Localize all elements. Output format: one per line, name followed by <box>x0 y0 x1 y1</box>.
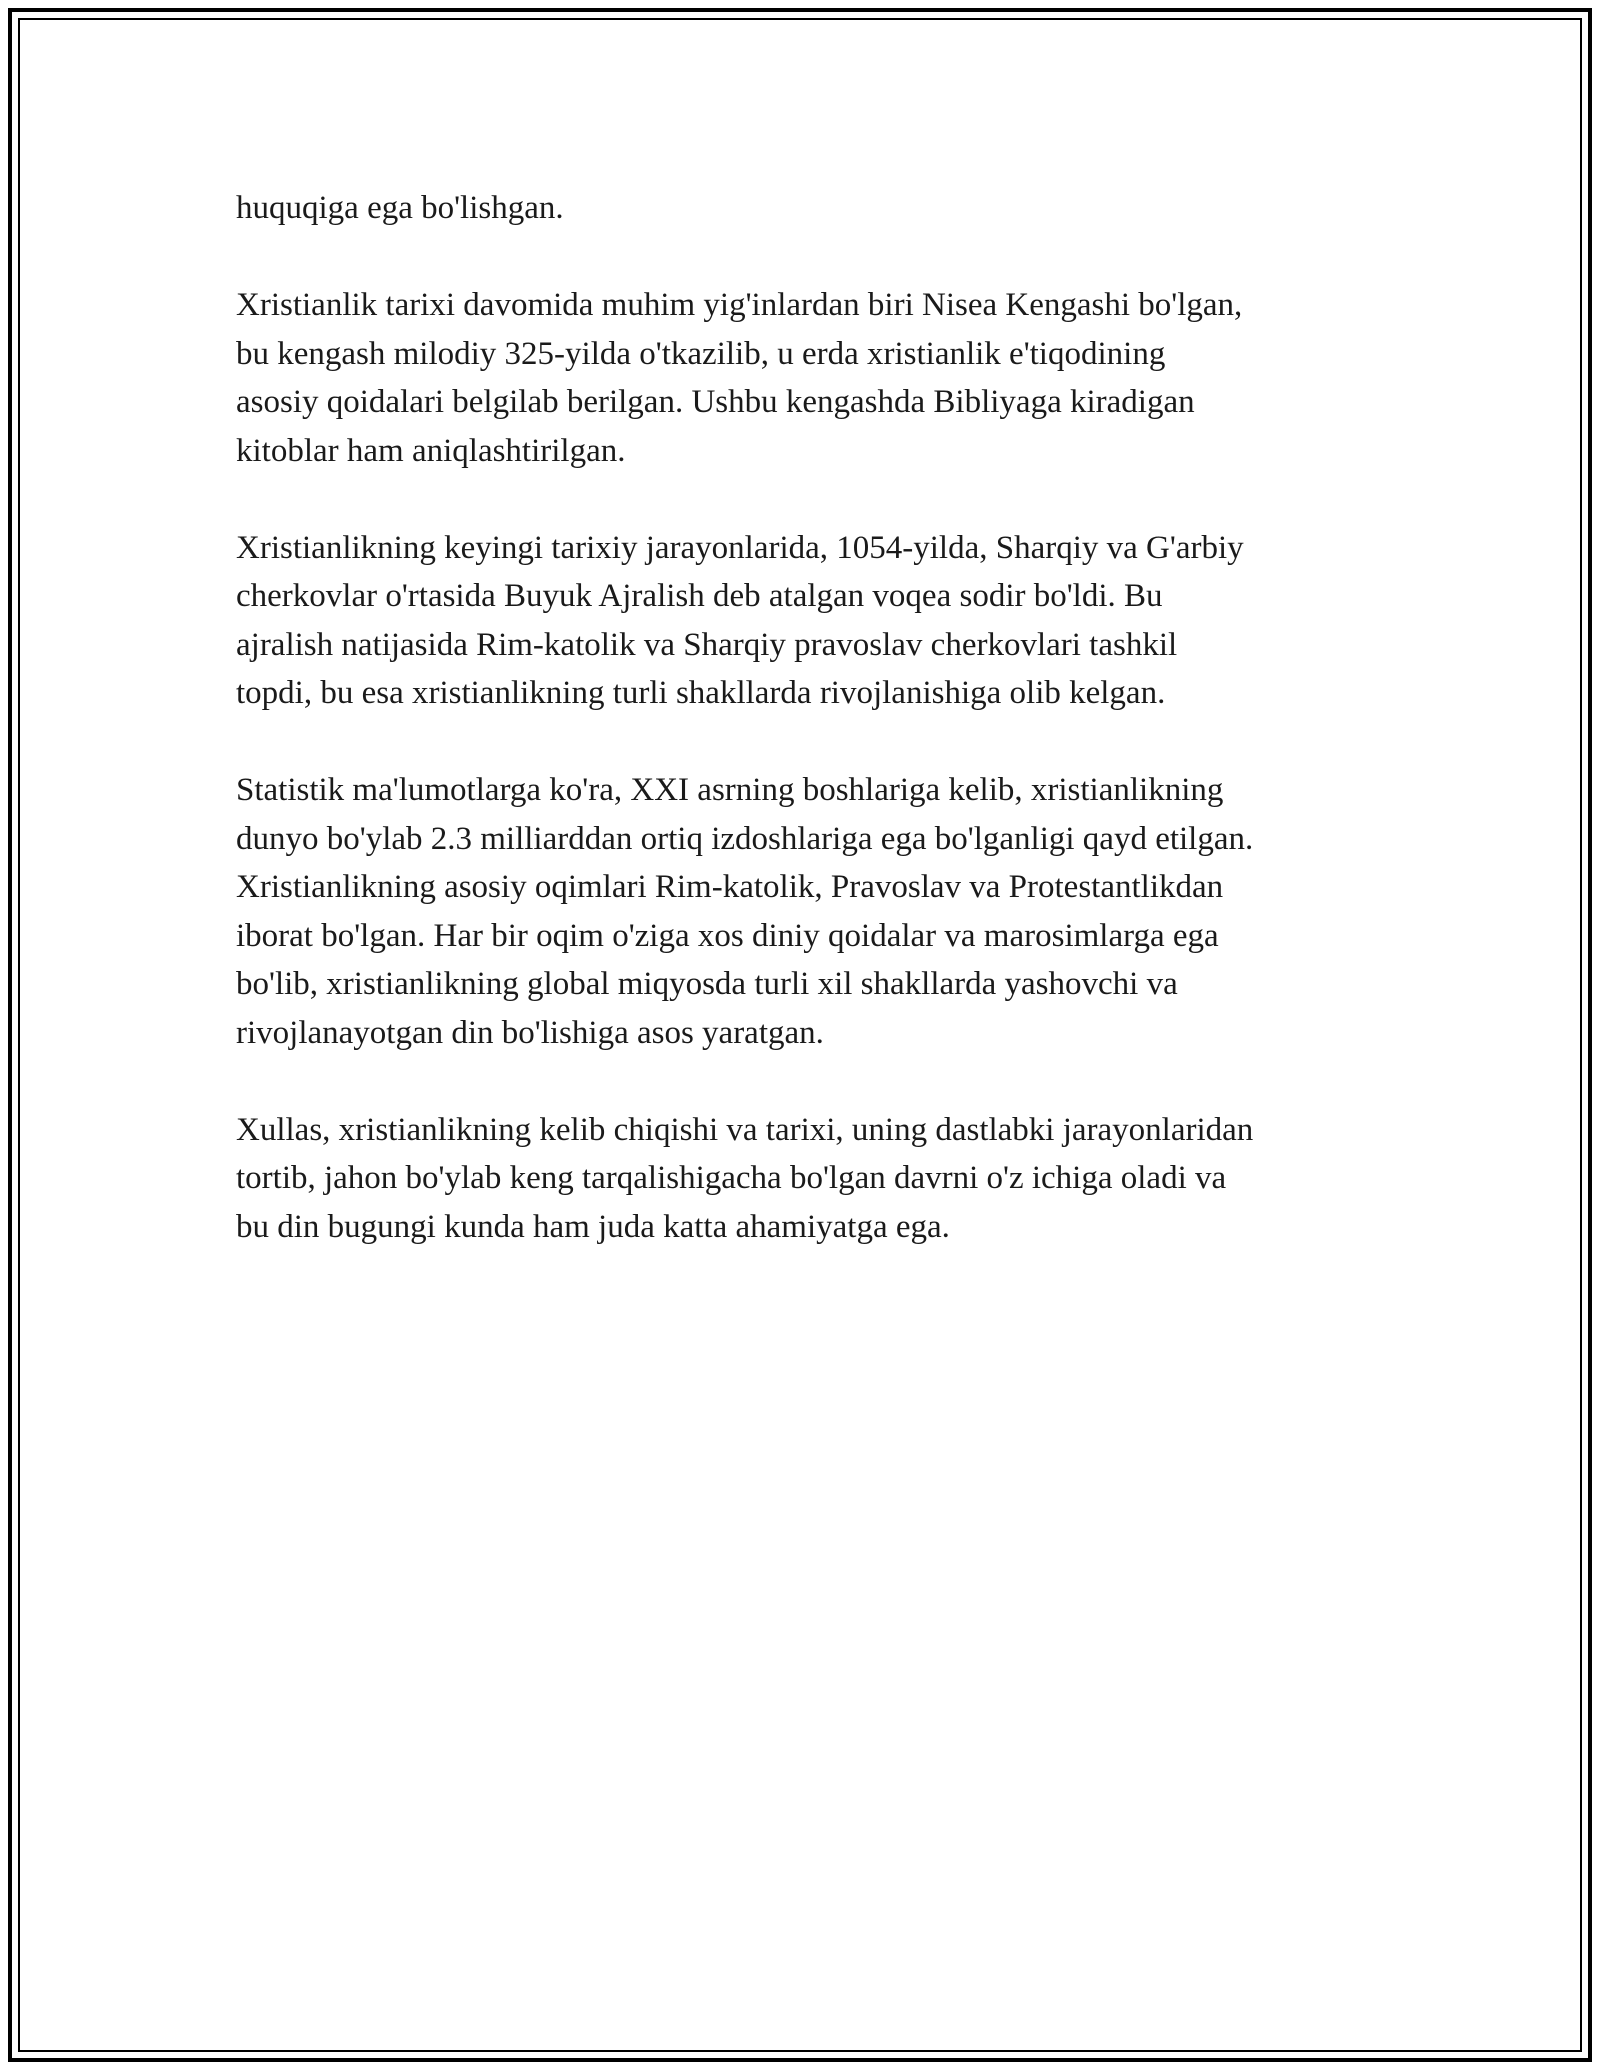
document-body <box>236 184 1386 1300</box>
paragraph-continuation: huquqiga ega bo'lishgan. <box>236 190 564 226</box>
paragraph-nicaea-council: Xristianlik tarixi davomida muhim yig'inlardan biri Nisea Kengashi bo'lgan, bu kengash milodiy 325-yilda o'tkazilib, u erda xristianlik e'tiqodining asosiy qoidalari belgilab berilgan. Ushbu kengashda Bibliyaga kiradigan kitoblar ham aniqlashtirilgan. <box>236 287 1243 469</box>
paragraph-great-schism: Xristianlikning keyingi tarixiy jarayonlarida, 1054-yilda, Sharqiy va G'arbiy cherkovlar o'rtasida Buyuk Ajralish deb atalgan voqea sodir bo'ldi. Bu ajralish natijasida Rim-katolik va Sharqiy pravoslav cherkovlari tashkil topdi, bu esa xristianlikning turli shakllarda rivojlanishiga olib kelgan. <box>236 529 1244 711</box>
paragraph-statistics: Statistik ma'lumotlarga ko'ra, XXI asrning boshlariga kelib, xristianlikning dunyo bo'ylab 2.3 milliarddan ortiq izdoshlariga ega bo'lganligi qayd etilgan. Xristianlikning asosiy oqimlari Rim-katolik, Pravoslav va Protestantlikdan iborat bo'lgan. Har bir oqim o'ziga xos diniy qoidalar va marosimlarga ega bo'lib, xristianlikning global miqyosda turli xil shakllarda yashovchi va rivojlanayotgan din bo'lishiga asos yaratgan. <box>236 772 1254 1051</box>
paragraph-conclusion: Xullas, xristianlikning kelib chiqishi va tarixi, uning dastlabki jarayonlaridan tortib, jahon bo'ylab keng tarqalishigacha bo'lgan davrni o'z ichiga oladi va bu din bugungi kunda ham juda katta ahamiyatga ega. <box>236 1111 1254 1245</box>
